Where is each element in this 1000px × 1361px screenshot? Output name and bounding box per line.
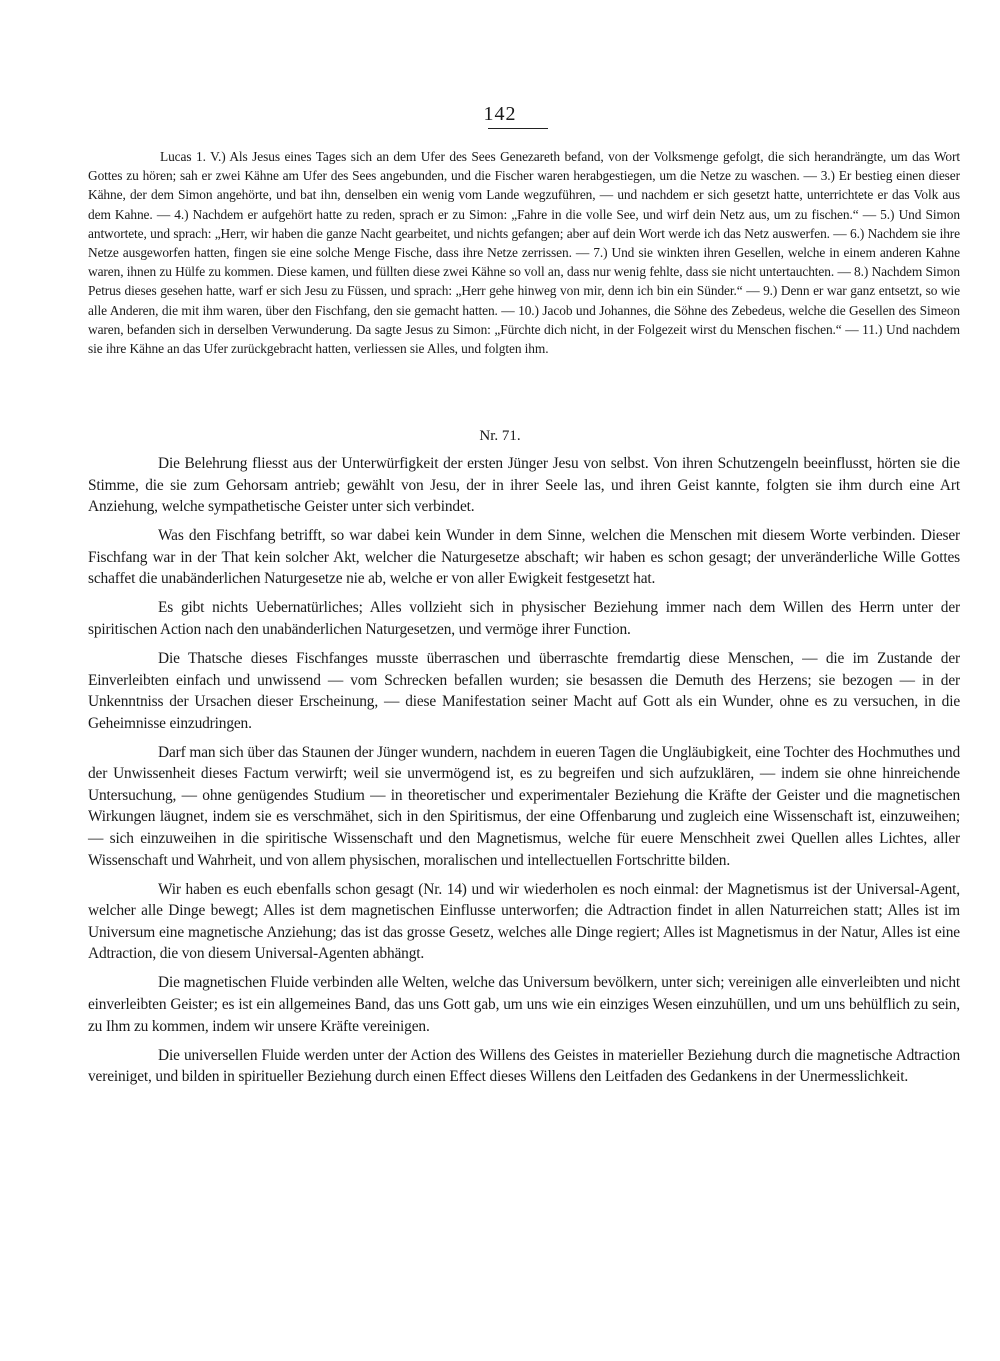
commentary-paragraph: Die Belehrung fliesst aus der Unterwürfigkeit der ersten Jünger Jesu von selbst. Von ihren Schutzengeln beeinflusst, hörten sie die Stimme, die sie zum Gehorsam antrieb; gewählt von Jesu, der in ihrer Seele las, und ihren Geist kannte, folgten sie ihm durch eine Art Anziehung, welche sympathetische Geister unter sich verbindet.	[88, 455, 960, 516]
commentary-paragraph: Die Thatsche dieses Fischfanges musste überraschen und überraschte fremdartig diese Menschen, — die im Zustande der Einverleibten einfach und unwissend — vom Schrecken befallen wurden; sie besassen die Demuth des Herzens; sie bezogen — in der Unkenntniss der Ursachen dieser Erscheinung, — diese Manifestation seiner Macht auf Gott als ein Wunder, ohne es zu versuchen, in die Geheimnisse einzudringen.	[88, 649, 960, 732]
commentary-paragraph: Die universellen Fluide werden unter der Action des Willens des Geistes in materieller Beziehung durch die magnetische Adtraction vereiniget, und bilden in spiritueller Beziehung durch einen Effect dieses Willens den Leitfaden des Gedankens in der Unermesslichkeit.	[88, 1046, 960, 1086]
commentary-body	[88, 453, 960, 1095]
commentary-paragraph: Was den Fischfang betrifft, so war dabei kein Wunder in dem Sinne, welchen die Menschen mit diesem Worte verbinden. Dieser Fischfang war in der That kein solcher Akt, welcher die Naturgesetze abschaft; wir haben es schon gesagt; der unveränderliche Wille Gottes schaffet die unabänderlichen Naturgesetze nie ab, welche er von aller Ewigkeit festgesetzt hat.	[88, 527, 960, 588]
commentary-paragraph: Darf man sich über das Staunen der Jünger wundern, nachdem in eueren Tagen die Ungläubigkeit, eine Tochter des Hochmuthes und der Unwissenheit dieses Factum verwirft; weil sie unvermögend ist, es zu begreifen und sich aufzuklären, — indem sie ohne hinreichende Untersuchung, — ohne genügendes Studium — in theoretischer und experimentaler Beziehung die Kräfte der Geister und die magnetischen Wirkungen läugnet, indem sie es verschmähet, sich in den Spiritismus, der eine Offenbarung und zugleich eine Wissenschaft ist, einzuweihen; — sich einzuweihen in die spiritische Wissenschaft und den Magnetismus, welche für euere Menschheit zwei Quellen alles Lichtes, aller Wissenschaft und Wahrheit, und von allem physischen, moralischen und intellectuellen Fortschritte bilden.	[88, 743, 960, 869]
commentary-paragraph: Es gibt nichts Uebernatürliches; Alles vollzieht sich in physischer Beziehung immer nach dem Willen des Herrn unter der spiritischen Action nach den unabänderlichen Naturgesetzen, und vermöge ihrer Function.	[88, 599, 960, 638]
gospel-passage: Lucas 1. V.) Als Jesus eines Tages sich an dem Ufer des Sees Genezareth befand, von der Volksmenge gefolgt, die sich herandrängte, um das Wort Gottes zu hören; sah er zwei Kähne am Ufer des Sees angebunden, und die Fischer waren herabgestiegen, um die Netze zu waschen. — 3.) Er bestieg einen dieser Kähne, der dem Simon angehörte, und bat ihn, denselben ein wenig vom Lande wegzuführen, — und nachdem er sich gesetzt hatte, unterrichtete er das Volk aus dem Kahne. — 4.) Nachdem er aufgehört hatte zu reden, sprach er zu Simon: „Fahre in die volle See, und wirf dein Netz aus, um zu fischen.“ — 5.) Und Simon antwortete, und sprach: „Herr, wir haben die ganze Nacht gearbeitet, und nichts gefangen; aber auf dein Wort werde ich das Netz auswerfen. — 6.) Nachdem sie ihre Netze ausgeworfen hatten, fingen sie eine solche Menge Fische, dass ihre Netze zerrissen. — 7.) Und sie winkten ihren Gesellen, welche in einem anderen Kahne waren, ihnen zu Hülfe zu kommen. Diese kamen, und füllten diese zwei Kähne so voll an, dass nur wenig fehlte, dass sie nicht untertauchten. — 8.) Nachdem Simon Petrus dieses gesehen hatte, warf er sich Jesu zu Füssen, und sprach: „Herr gehe hinweg von mir, denn ich bin ein Sünder.“ — 9.) Denn er war ganz entsetzt, so wie alle Anderen, die mit ihm waren, über den Fischfang, den sie gemacht hatten. — 10.) Jacob und Johannes, die Söhne des Zebedeus, welche die Gesellen des Simeon waren, befanden sich in derselben Verwunderung. Da sagte Jesus zu Simon: „Fürchte dich nicht, in der Folgezeit wirst du Menschen fischen.“ — 11.) Und nachdem sie ihre Kähne an das Ufer zurückgebracht hatten, verliessen sie Alles, und folgten ihm.	[88, 149, 960, 357]
page-number: 142	[483, 103, 517, 125]
header-rule	[488, 128, 548, 129]
commentary-paragraph: Die magnetischen Fluide verbinden alle Welten, welche das Universum bevölkern, unter sich; vereinigen alle einverleibten und nicht einverleibten Geister; es ist ein allgemeines Band, das uns Gott gab, um uns wie ein einziges Wesen einzuhüllen, und um uns behülflich zu sein, zu Ihm zu kommen, indem wir unsere Kräfte vereinigen.	[88, 974, 960, 1035]
commentary-paragraph: Wir haben es euch ebenfalls schon gesagt (Nr. 14) und wir wiederholen es noch einmal: der Magnetismus ist der Universal-Agent, welcher alle Dinge bewegt; Alles ist dem magnetischen Einflusse unterworfen; die Adtraction findet in allen Naturreichen statt; Alles ist im Universum eine magnetische Anziehung; das ist das grosse Gesetz, welches alle Dinge regiert; Alles ist Magnetismus in der Natur, Alles ist eine Adtraction, die von diesem Universal-Agenten abhängt.	[88, 880, 960, 963]
section-heading: Nr. 71.	[479, 428, 521, 444]
